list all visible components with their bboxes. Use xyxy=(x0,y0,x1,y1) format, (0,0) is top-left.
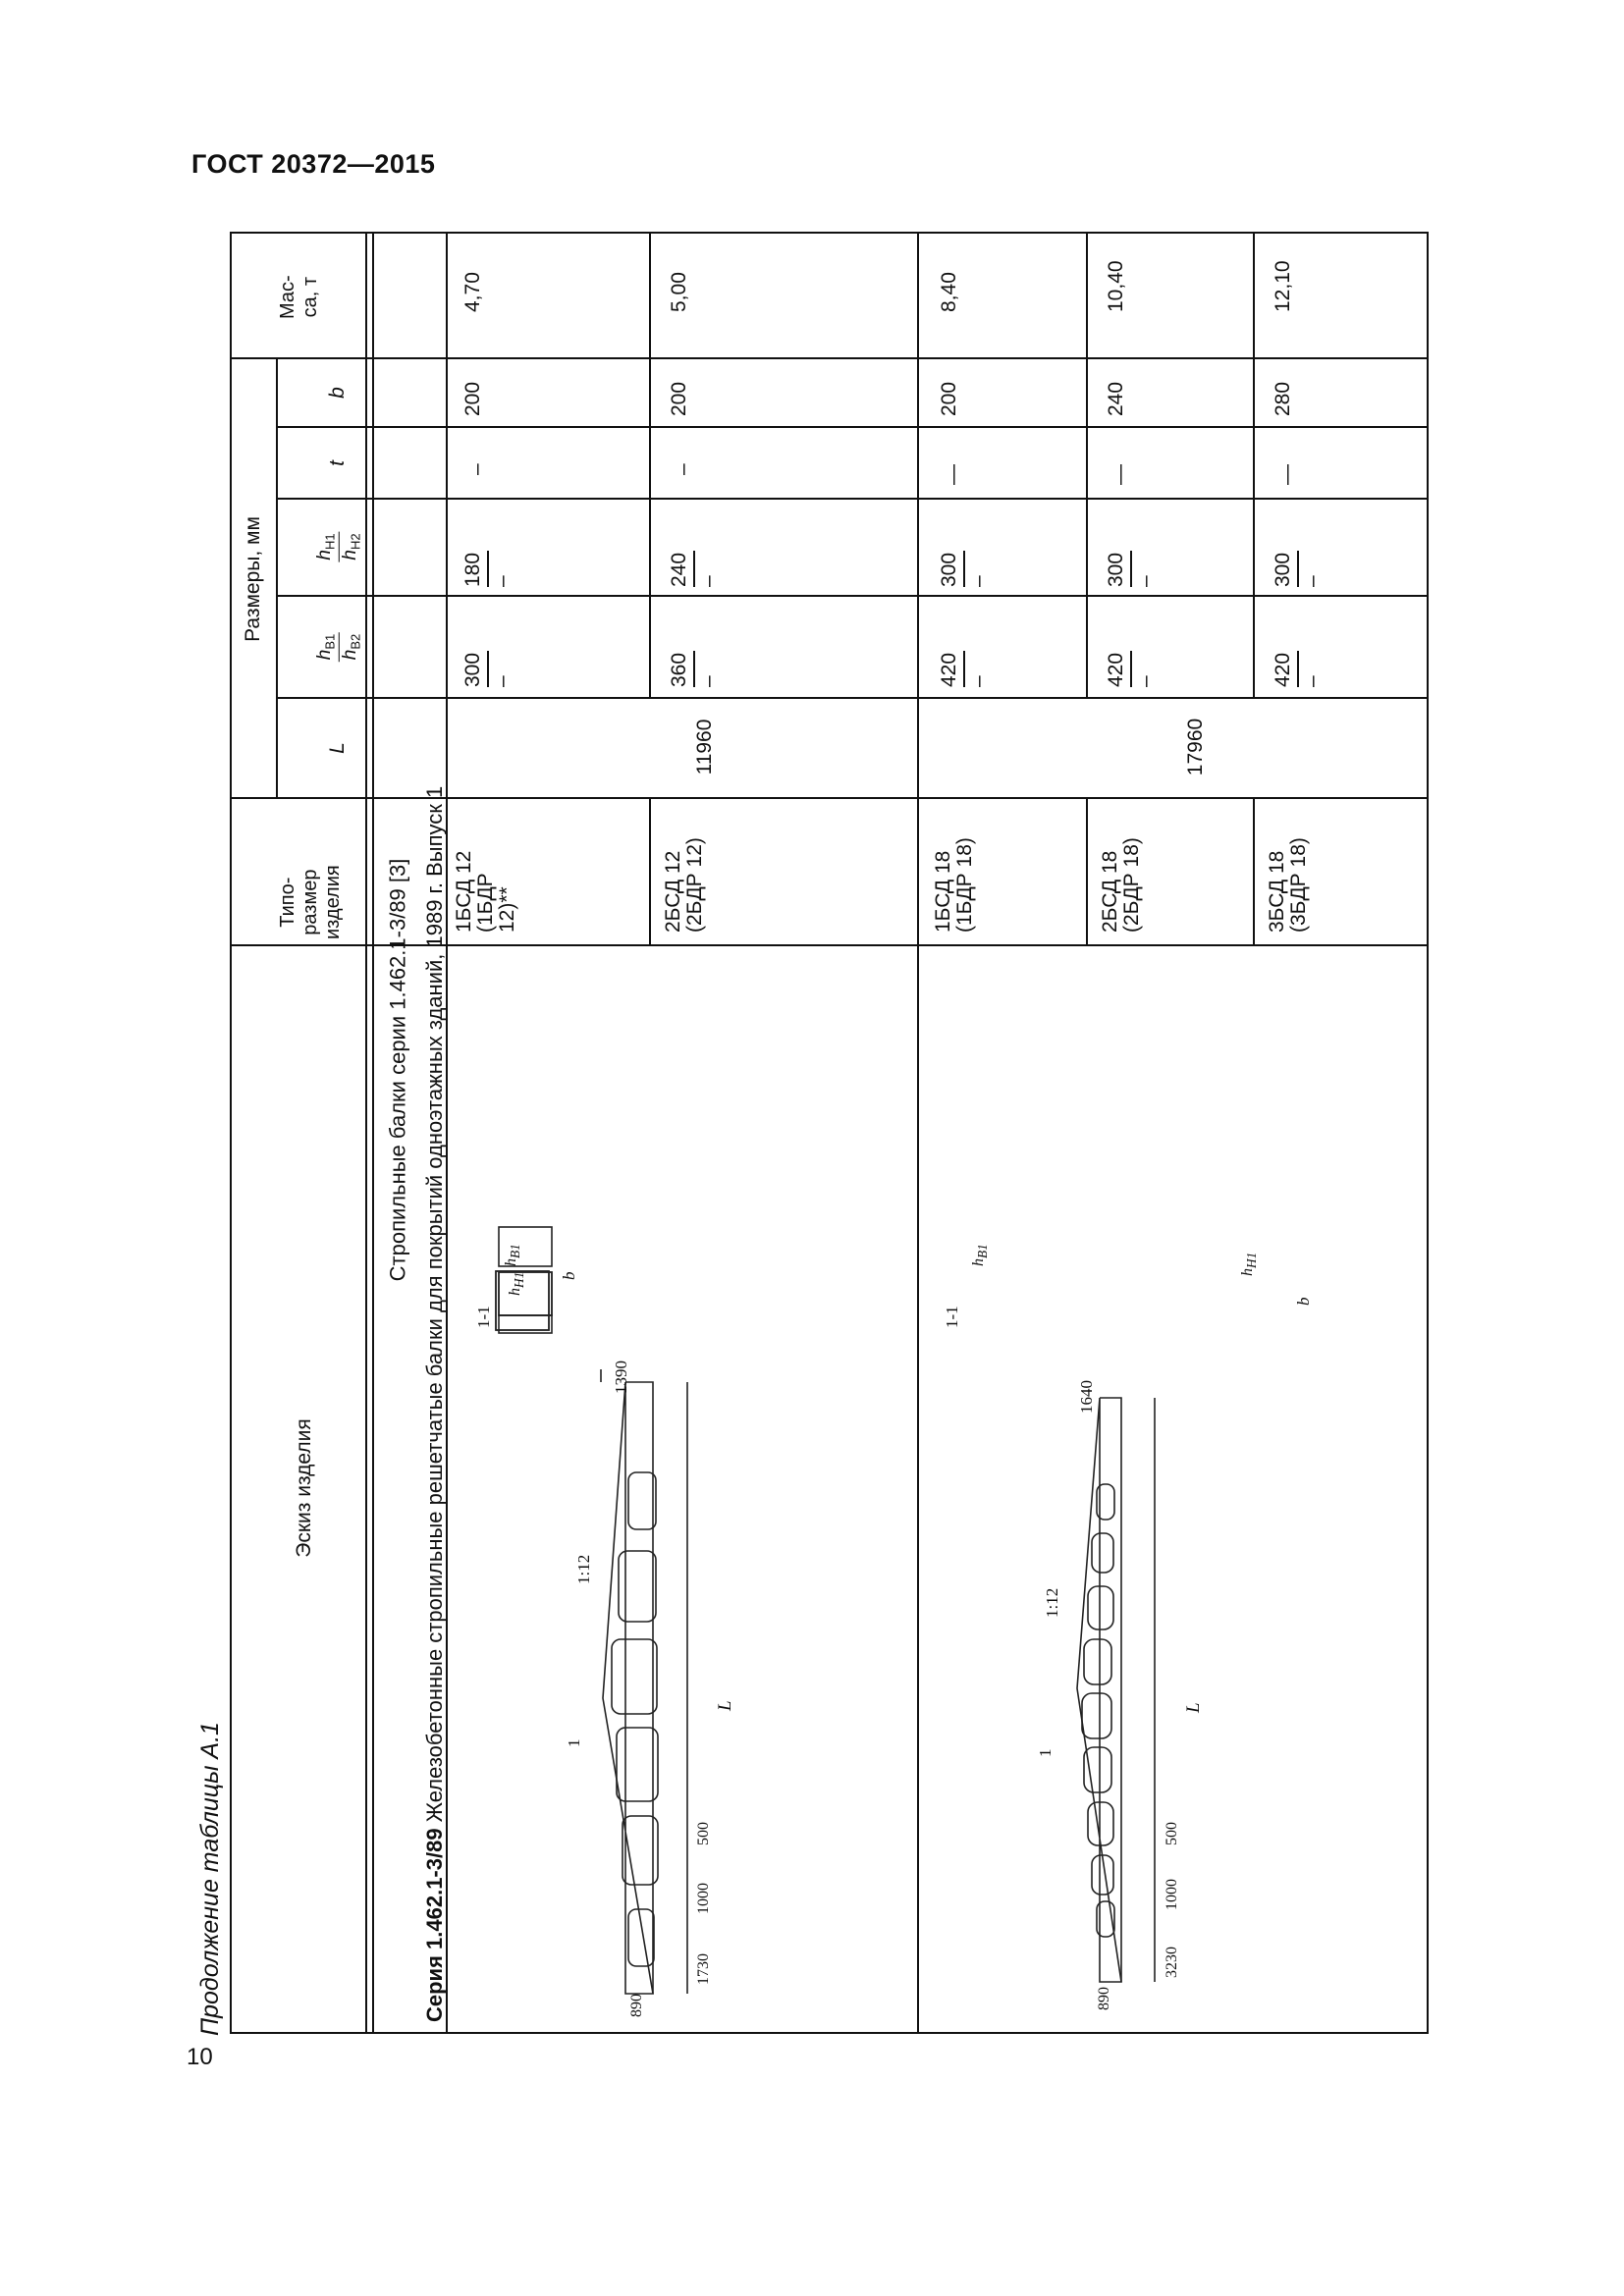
hB-header: $h_{B1}$ $h_{B2}$ xyxy=(313,633,363,661)
group-L-2: 17960 xyxy=(1183,718,1207,776)
type-size-header: Типо- размер изделия xyxy=(277,865,344,939)
mass-header: Мас- са, т xyxy=(277,275,321,319)
t-header: t xyxy=(325,460,349,466)
beam-sketch-2 xyxy=(1077,1398,1155,1982)
sketch-header: Эскиз изделия xyxy=(292,1418,315,1558)
table-caption: Продолжение таблицы А.1 xyxy=(196,1722,224,2036)
group-L-1: 11960 xyxy=(692,719,716,775)
series-description: Серия 1.462.1-3/89 Железобетонные стропильные решетчатые балки для покрытий одноэтажных зданий, 1989 г. Выпуск 1 xyxy=(422,785,447,2022)
b-header: b xyxy=(325,387,349,399)
dimensions-header: Размеры, мм xyxy=(241,516,264,642)
standard-number: ГОСТ 20372—2015 xyxy=(191,149,436,179)
L-header: L xyxy=(325,742,349,754)
hH-header: $h_{H1}$ $h_{H2}$ xyxy=(313,533,363,561)
beam-sketch-1 xyxy=(499,1227,687,1994)
section-title: Стропильные балки серии 1.462.1-3/89 [3] xyxy=(385,858,410,1282)
page-number: 10 xyxy=(187,2044,213,2070)
